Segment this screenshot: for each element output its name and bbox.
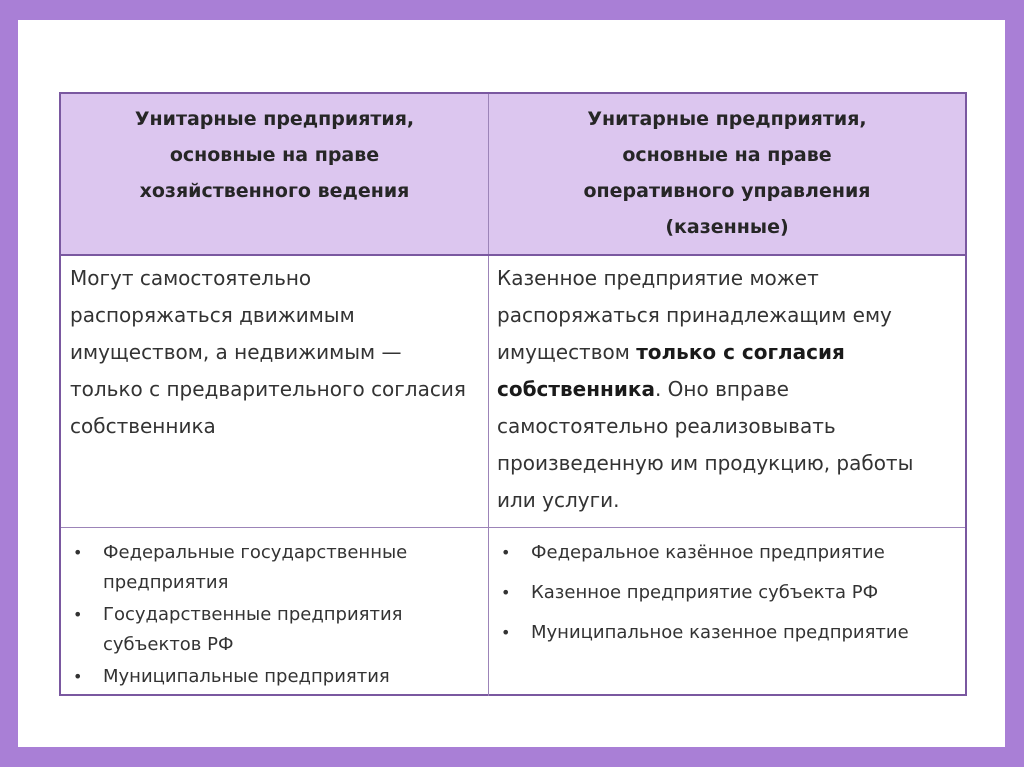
description-cell-left	[61, 256, 489, 527]
comparison-table	[59, 92, 967, 696]
bullet-icon: •	[501, 623, 511, 642]
description-cell-right	[489, 256, 965, 527]
header-right-line: Унитарные предприятия,	[587, 108, 867, 130]
bullet-icon: •	[73, 543, 83, 562]
header-cell-economic-management	[61, 94, 489, 254]
slide	[18, 20, 1005, 747]
header-cell-operational-management	[489, 94, 965, 254]
header-left-line: основные на праве	[169, 144, 380, 166]
table-list-row	[61, 528, 965, 696]
header-right-line: основные на праве	[622, 144, 832, 166]
header-right-line: оперативного управления	[583, 180, 871, 202]
description-right-bold-text: только с согласия собственника	[497, 340, 845, 401]
list-item: • Казенное предприятие субъекта РФ	[497, 578, 957, 608]
bullet-icon: •	[73, 605, 83, 624]
header-left-line: хозяйственного ведения	[139, 180, 410, 202]
description-left-text: Могут самостоятельно распоряжаться движимым имуществом, а недвижимым — только с предварительного согласия собственника	[70, 266, 466, 438]
list-cell-left	[61, 528, 489, 696]
list-item: • Государственные предприятия субъектов РФ	[69, 600, 480, 660]
list-cell-right	[489, 528, 965, 696]
enterprise-list-left	[69, 538, 480, 692]
table-header-row	[61, 94, 965, 256]
bullet-icon: •	[73, 667, 83, 686]
bullet-icon: •	[501, 543, 511, 562]
list-item: • Муниципальные предприятия	[69, 662, 480, 692]
enterprise-list-right	[497, 538, 957, 648]
list-item: • Муниципальное казенное предприятие	[497, 618, 957, 648]
header-right-line: (казенные)	[665, 216, 789, 238]
header-left-line: Унитарные предприятия,	[134, 108, 415, 130]
bullet-icon: •	[501, 583, 511, 602]
description-right-text-end: . Оно вправе самостоятельно реализовывать произведенную им продукцию, работы или услуги.	[497, 377, 914, 512]
description-right-text-start: Казенное предприятие может распоряжаться принадлежащим ему имуществом	[497, 266, 892, 364]
table-description-row	[61, 256, 965, 528]
list-item: • Федеральные государственные предприятия	[69, 538, 480, 598]
list-item: • Федеральное казённое предприятие	[497, 538, 957, 568]
